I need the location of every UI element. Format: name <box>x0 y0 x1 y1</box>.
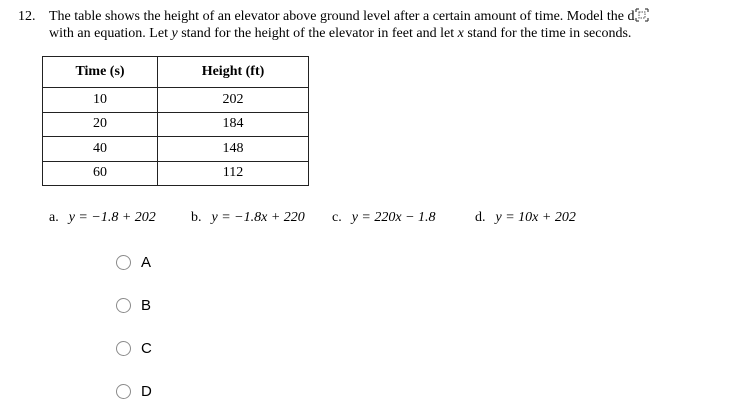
choice-letter: b. <box>191 210 202 225</box>
choice-c <box>332 210 436 226</box>
option-label: B <box>141 297 152 314</box>
question-line-2 <box>49 25 719 42</box>
question-number: 12. <box>18 9 36 24</box>
table-header-time: Time (s) <box>43 57 158 88</box>
option-label: A <box>141 254 152 271</box>
table-cell-time: 10 <box>43 88 158 113</box>
question-text <box>49 8 719 42</box>
choice-b <box>191 210 305 226</box>
question-line-1 <box>49 8 719 25</box>
question-line-1-text: The table shows the height of an elevator above ground level after a certain amount of time. Model the d <box>49 9 635 24</box>
question-line-2-mid: stand for the height of the elevator in feet and let <box>177 26 458 41</box>
choice-letter: c. <box>332 210 342 225</box>
choice-expression: y = −1.8 + 202 <box>68 210 156 225</box>
table-row <box>43 137 309 162</box>
option-label: D <box>141 383 152 400</box>
choice-a <box>49 210 156 226</box>
table-cell-time: 40 <box>43 137 158 162</box>
variable-x: x <box>457 26 464 41</box>
table-cell-height: 184 <box>158 112 309 137</box>
table-header-row <box>43 57 309 88</box>
choice-expression: y = 220x − 1.8 <box>351 210 436 225</box>
option-b[interactable] <box>116 297 151 314</box>
table-row <box>43 88 309 113</box>
variable-y: y <box>171 26 178 41</box>
choice-expression: y = −1.8x + 220 <box>211 210 305 225</box>
table-cell-height: 148 <box>158 137 309 162</box>
table-row <box>43 161 309 186</box>
radio-button-a[interactable] <box>116 255 131 270</box>
table-row <box>43 112 309 137</box>
question-line-2-suffix: stand for the time in seconds. <box>463 26 632 41</box>
radio-button-c[interactable] <box>116 341 131 356</box>
option-a[interactable] <box>116 254 151 271</box>
table-cell-time: 60 <box>43 161 158 186</box>
choice-letter: d. <box>475 210 486 225</box>
question-line-2-prefix: with an equation. Let <box>49 26 172 41</box>
table-cell-height: 202 <box>158 88 309 113</box>
expand-image-icon[interactable] <box>635 8 649 22</box>
data-table <box>42 56 309 186</box>
radio-button-b[interactable] <box>116 298 131 313</box>
table-header-height: Height (ft) <box>158 57 309 88</box>
option-label: C <box>141 340 152 357</box>
table-cell-height: 112 <box>158 161 309 186</box>
option-c[interactable] <box>116 340 152 357</box>
choice-expression: y = 10x + 202 <box>495 210 576 225</box>
choice-letter: a. <box>49 210 59 225</box>
choice-d <box>475 210 576 226</box>
option-d[interactable] <box>116 383 152 400</box>
radio-button-d[interactable] <box>116 384 131 399</box>
table-cell-time: 20 <box>43 112 158 137</box>
